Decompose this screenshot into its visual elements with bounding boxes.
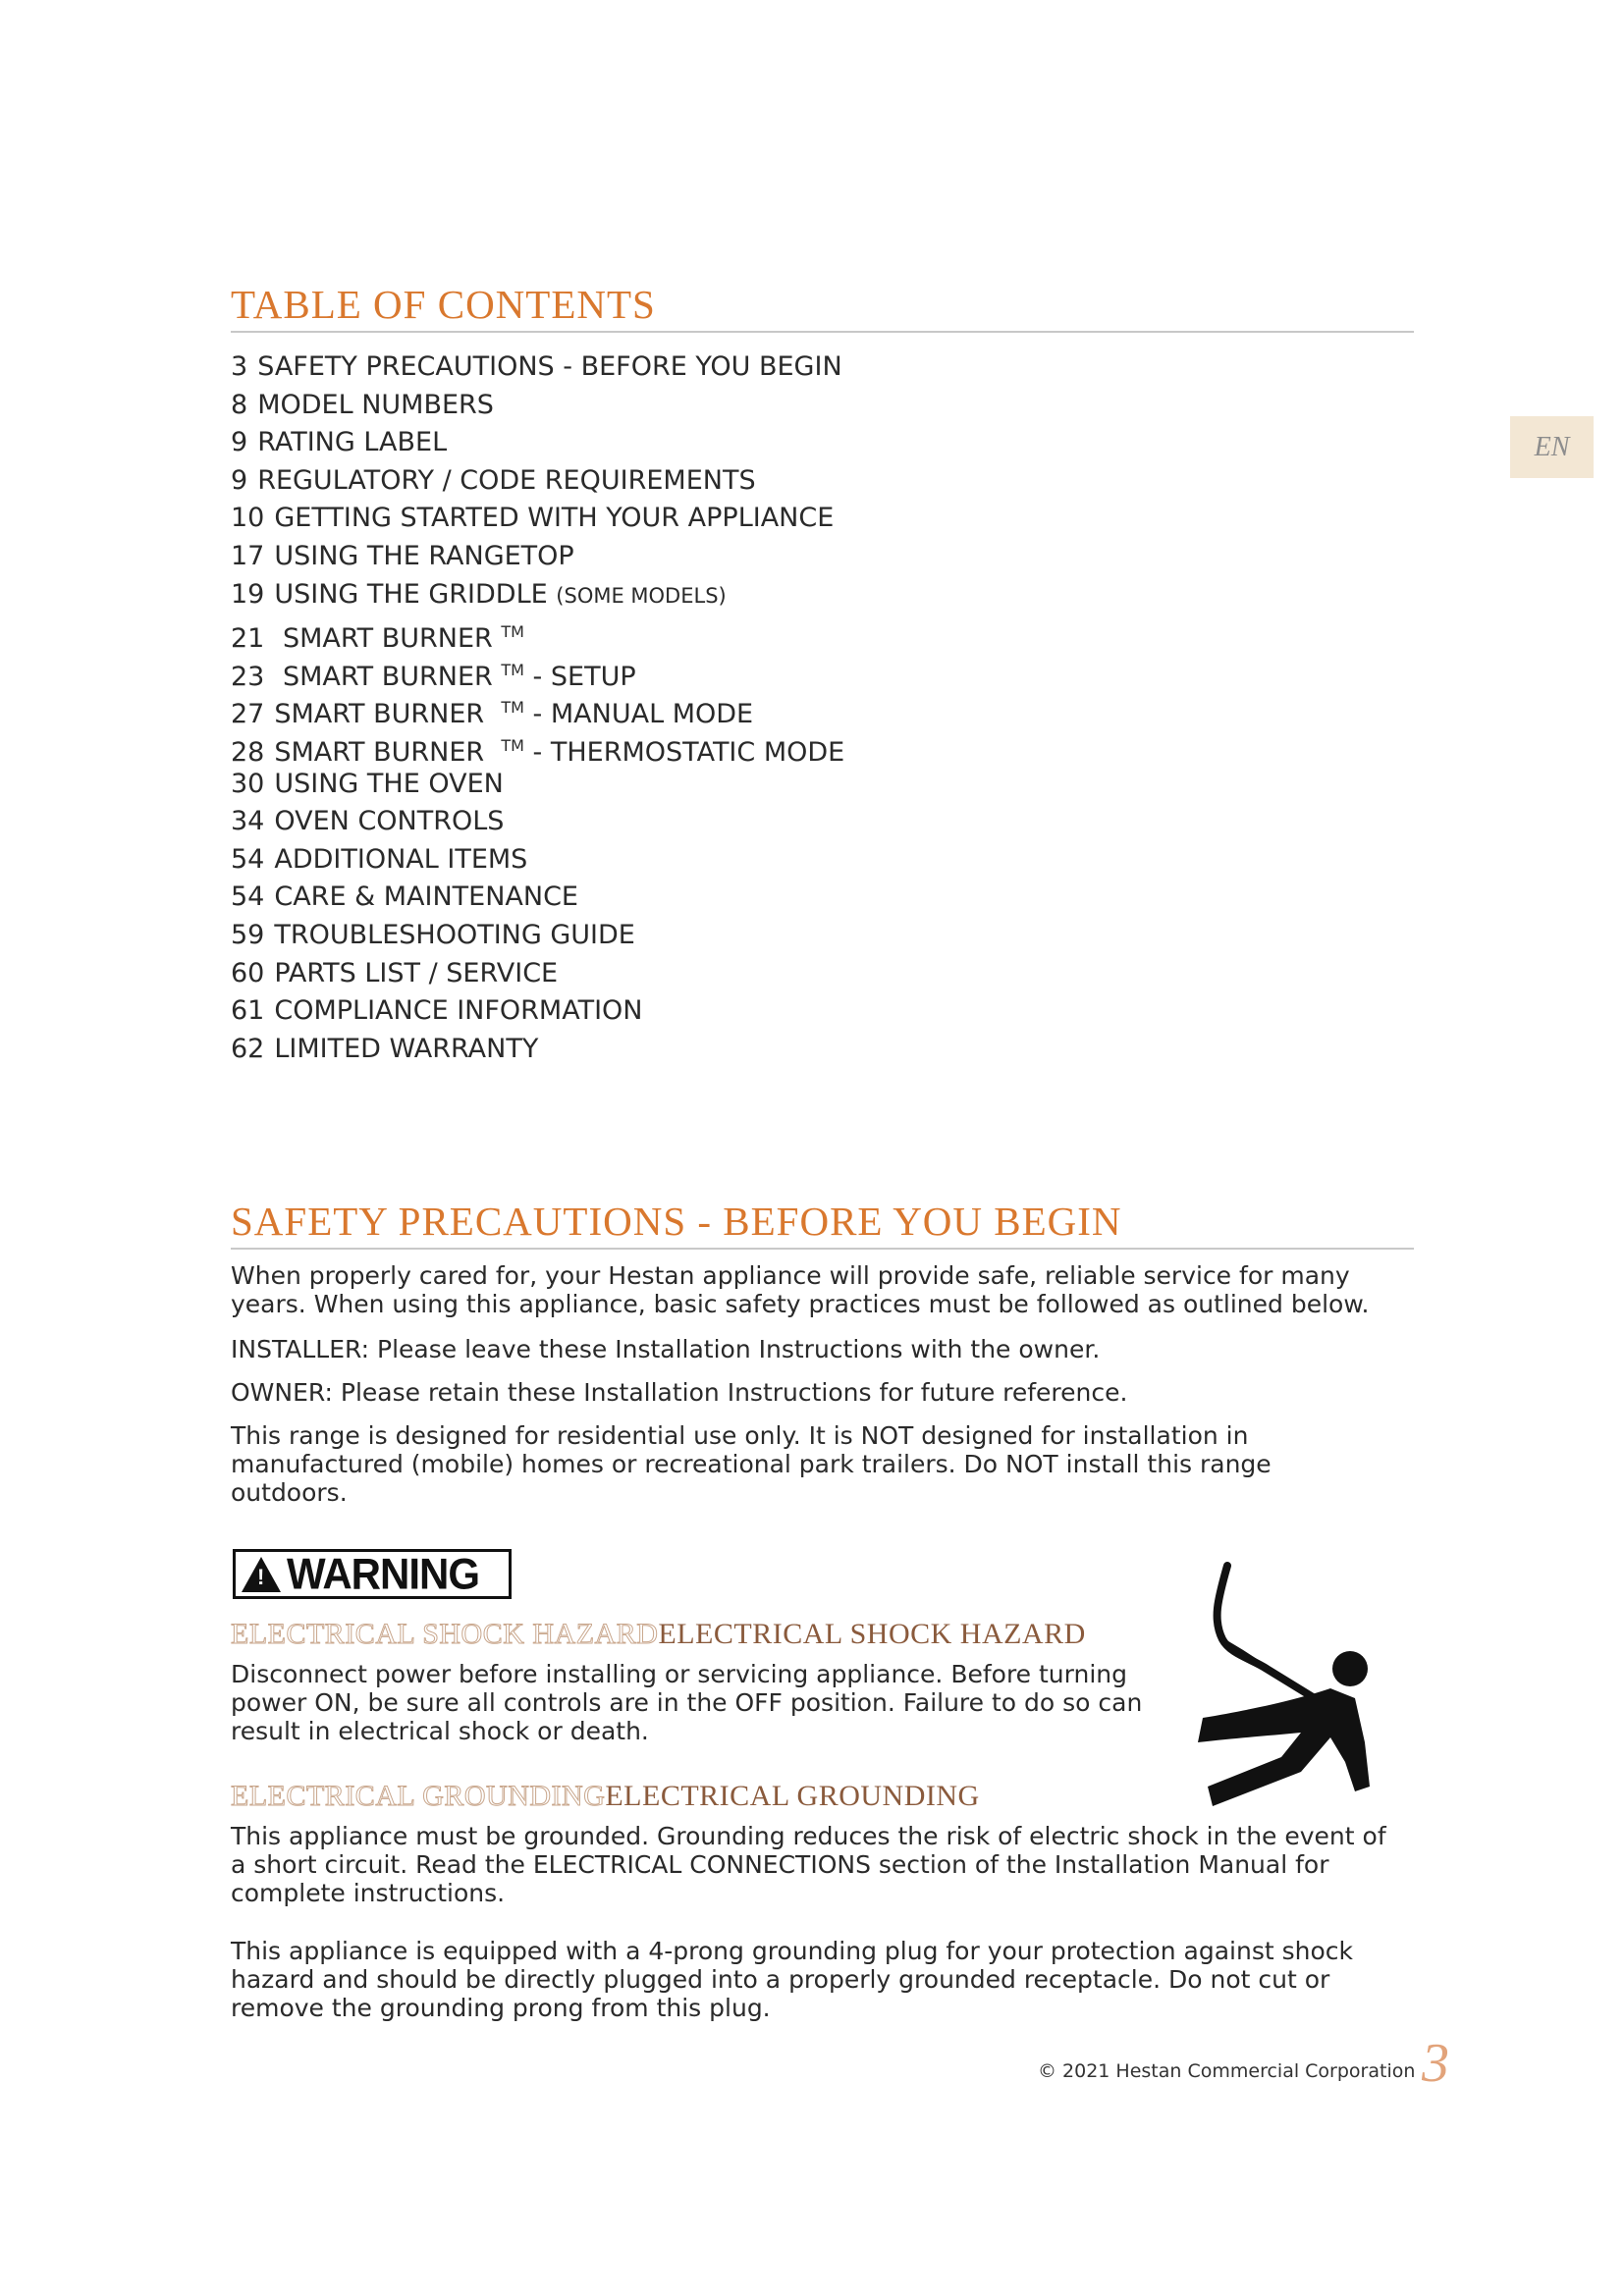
toc-entry[interactable] (231, 727, 844, 766)
toc-entry[interactable] (231, 841, 844, 880)
copyright-footer: © 2021 Hestan Commercial Corporation (1038, 2060, 1416, 2082)
toc-entry[interactable] (231, 424, 844, 462)
grounding-text: This appliance must be grounded. Grounding reduces the risk of electric shock in the event of a short circuit. Read the ELECTRICAL CONNECTIONS section of the Installation Manual for complete instructions. (231, 1822, 1386, 1907)
installer-note: INSTALLER: Please leave these Installation Instructions with the owner. (231, 1335, 1101, 1363)
toc-entry-label: REGULATORY / CODE REQUIREMENTS (257, 464, 756, 496)
toc-entry-label: LIMITED WARRANTY (274, 1033, 539, 1064)
toc-page-number: 62 (231, 1033, 265, 1064)
toc-page-number: 34 (231, 806, 265, 837)
trademark-mark: TM (501, 622, 524, 642)
toc-entry-label: OVEN CONTROLS (274, 806, 505, 837)
page-number: 3 (1422, 2033, 1449, 2094)
toc-entry[interactable] (231, 917, 844, 955)
toc-entry[interactable] (231, 462, 844, 501)
toc-list (231, 348, 844, 1068)
shock-hazard-text: Disconnect power before installing or servicing appliance. Before turning power ON, be sure all controls are in the OFF position. Failure to do so can result in electrical shock or death. (231, 1660, 1143, 1745)
trademark-mark: TM (501, 660, 524, 679)
toc-page-number: 54 (231, 843, 265, 875)
trademark-mark: TM (501, 698, 524, 718)
toc-entry-note: (SOME MODELS) (556, 583, 727, 608)
grounding-title-text: ELECTRICAL GROUNDING (605, 1780, 980, 1812)
toc-entry[interactable] (231, 538, 844, 576)
language-tab[interactable]: EN (1510, 416, 1594, 478)
toc-entry[interactable] (231, 803, 844, 841)
toc-entry[interactable] (231, 955, 844, 993)
toc-entry-label: SMART BURNER (274, 623, 493, 655)
toc-page-number: 3 (231, 351, 248, 382)
shock-hazard-title (231, 1618, 1086, 1651)
toc-page-number: 10 (231, 503, 265, 534)
toc-entry[interactable] (231, 348, 844, 387)
toc-entry-suffix: - THERMOSTATIC MODE (532, 736, 845, 768)
owner-note: OWNER: Please retain these Installation Instructions for future reference. (231, 1378, 1128, 1407)
grounding-title (231, 1780, 980, 1813)
toc-title: TABLE OF CONTENTS (231, 285, 1414, 333)
safety-section-title: SAFETY PRECAUTIONS - BEFORE YOU BEGIN (231, 1201, 1414, 1250)
toc-entry-label: PARTS LIST / SERVICE (274, 957, 559, 988)
trademark-mark: TM (501, 735, 524, 755)
toc-entry[interactable] (231, 879, 844, 917)
shock-hazard-title-outline: ELECTRICAL SHOCK HAZARD (231, 1618, 659, 1650)
toc-page-number: 23 (231, 661, 265, 692)
toc-entry[interactable] (231, 766, 844, 804)
toc-page-number: 59 (231, 919, 265, 950)
toc-entry-label: USING THE RANGETOP (274, 540, 574, 571)
toc-page-number: 28 (231, 736, 265, 768)
warning-triangle-icon: ! (242, 1557, 281, 1592)
residential-use-paragraph: This range is designed for residential use only. It is NOT designed for installation in manufactured (mobile) homes or recreational park trailers. Do NOT install this range outdoors. (231, 1421, 1272, 1507)
toc-entry[interactable] (231, 500, 844, 538)
toc-entry[interactable] (231, 992, 844, 1031)
toc-entry-label: CARE & MAINTENANCE (274, 881, 578, 913)
toc-entry-label: TROUBLESHOOTING GUIDE (274, 919, 635, 950)
toc-entry-label: SAFETY PRECAUTIONS - BEFORE YOU BEGIN (257, 351, 842, 382)
grounding-title-outline: ELECTRICAL GROUNDING (231, 1780, 606, 1812)
toc-page-number: 61 (231, 995, 265, 1027)
toc-entry-suffix: - MANUAL MODE (532, 699, 754, 730)
toc-page-number: 9 (231, 464, 248, 496)
grounding-plug-text: This appliance is equipped with a 4-prong grounding plug for your protection against shock hazard and should be directly plugged into a properly grounded receptacle. Do not cut or remove the grounding prong from this plug. (231, 1937, 1353, 2022)
toc-entry[interactable] (231, 1031, 844, 1069)
toc-entry-label: RATING LABEL (257, 427, 448, 458)
toc-entry-label: COMPLIANCE INFORMATION (274, 995, 643, 1027)
toc-entry[interactable] (231, 689, 844, 730)
shock-hazard-title-text: ELECTRICAL SHOCK HAZARD (658, 1618, 1086, 1650)
toc-entry-label: USING THE GRIDDLE (274, 578, 548, 610)
toc-entry-label: USING THE OVEN (274, 768, 504, 799)
toc-page-number: 9 (231, 427, 248, 458)
toc-page-number: 19 (231, 578, 265, 610)
warning-label: WARNING (287, 1549, 479, 1598)
toc-entry-label: SMART BURNER (274, 699, 493, 730)
toc-entry-label: SMART BURNER (274, 661, 493, 692)
toc-page-number: 60 (231, 957, 265, 988)
toc-entry[interactable] (231, 387, 844, 425)
toc-entry-label: GETTING STARTED WITH YOUR APPLIANCE (274, 503, 835, 534)
toc-page-number: 30 (231, 768, 265, 799)
toc-entry-label: ADDITIONAL ITEMS (274, 843, 528, 875)
toc-page-number: 27 (231, 699, 265, 730)
toc-entry-label: MODEL NUMBERS (257, 389, 494, 420)
toc-page-number: 17 (231, 540, 265, 571)
toc-entry-label: SMART BURNER (274, 736, 493, 768)
toc-page-number: 54 (231, 881, 265, 913)
warning-badge (233, 1549, 512, 1599)
electrical-shock-icon (1183, 1561, 1389, 1816)
toc-entry[interactable] (231, 576, 844, 614)
toc-page-number: 21 (231, 623, 265, 655)
toc-page-number: 8 (231, 389, 248, 420)
safety-intro-paragraph: When properly cared for, your Hestan appliance will provide safe, reliable service for many years. When using this appliance, basic safety practices must be followed as outlined below. (231, 1261, 1370, 1318)
toc-entry[interactable] (231, 652, 844, 690)
toc-entry-suffix: - SETUP (532, 661, 636, 692)
toc-entry[interactable] (231, 614, 844, 655)
